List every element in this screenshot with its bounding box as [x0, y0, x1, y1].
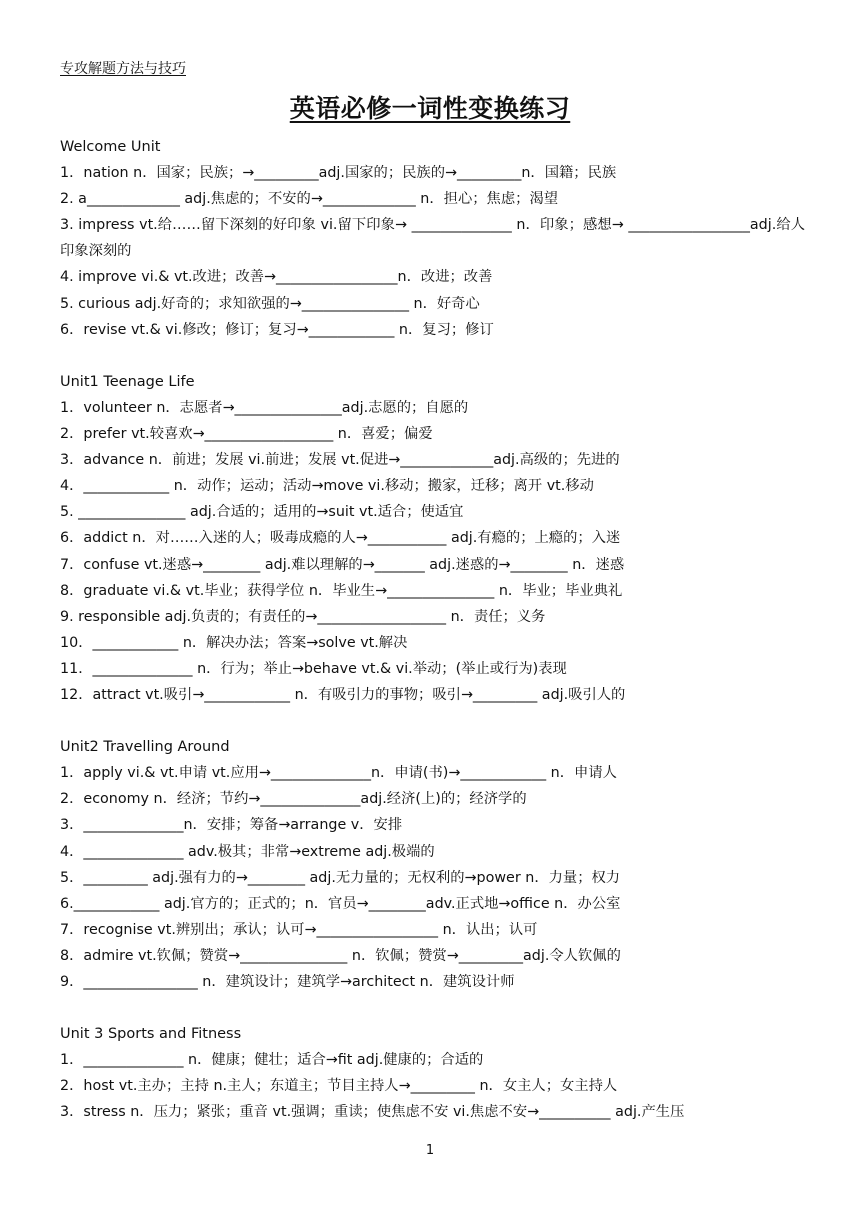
- exercise-item: 11．______________ n．行为；举止→behave vt.& vi.举动；(举止或行为)表现: [60, 660, 567, 677]
- exercise-item: 8．admire vt.钦佩；赞赏→_______________ n．钦佩；赞赏→_________adj.令人钦佩的: [60, 947, 621, 964]
- exercise-item: 9. responsible adj.负责的；有责任的→__________________ n．责任；义务: [60, 608, 546, 625]
- exercise-item: 2．economy n．经济；节约→______________adj.经济(上)的；经济学的: [60, 791, 527, 808]
- exercise-item: 1．______________ n．健康；健壮；适合→fit adj.健康的；合适的: [60, 1052, 484, 1069]
- document-title: 英语必修一词性变换练习: [289, 94, 571, 123]
- exercise-item: 9．________________ n．建筑设计；建筑学→architect n．建筑设计师: [60, 974, 515, 990]
- exercise-item: 1．volunteer n．志愿者→_______________adj.志愿的；自愿的: [60, 399, 469, 416]
- exercise-list: [60, 134, 805, 1126]
- section-heading: Unit1 Teenage Life: [60, 373, 195, 390]
- section-heading: Unit 3 Sports and Fitness: [60, 1026, 242, 1043]
- page-header: 专攻解题方法与技巧: [60, 61, 186, 77]
- section-heading: Welcome Unit: [60, 139, 161, 155]
- exercise-item: 4. improve vi.& vt.改进；改善→_________________n．改进；改善: [60, 269, 493, 286]
- exercise-item: 3．stress n．压力；紧张；重音 vt.强调；重读；使焦虑不安 vi.焦虑不安→__________ adj.产生压: [60, 1104, 685, 1121]
- exercise-item: 4．____________ n．动作；运动；活动→move vi.移动；搬家，迁移；离开 vt.移动: [60, 478, 594, 495]
- section-heading: Unit2 Travelling Around: [60, 739, 230, 756]
- exercise-item: 8．graduate vi.& vt.毕业；获得学位 n．毕业生→_______________ n．毕业；毕业典礼: [60, 582, 623, 599]
- exercise-item: 1．nation n．国家；民族；→_________adj.国家的；民族的→_________n．国籍；民族: [60, 165, 617, 182]
- exercise-item: 1．apply vi.& vt.申请 vt.应用→______________n．申请(书)→____________ n．申请人: [60, 765, 617, 782]
- exercise-item: 7．recognise vt.辨别出；承认；认可→_________________ n．认出；认可: [60, 921, 538, 938]
- exercise-item: 5. _______________ adj.合适的；适用的→suit vt.适合；使适宜: [60, 504, 464, 521]
- exercise-item: 2. a_____________ adj.焦虑的；不安的→_____________ n．担心；焦虑；渴望: [60, 191, 559, 208]
- exercise-item: 2．host vt.主办；主持 n.主人；东道主；节目主持人→_________ n．女主人；女主持人: [60, 1078, 618, 1095]
- exercise-item: 4．______________ adv.极其；非常→extreme adj.极端的: [60, 843, 435, 860]
- exercise-item: 6．addict n．对……入迷的人；吸毒成瘾的人→___________ adj.有瘾的；上瘾的；入迷: [60, 530, 621, 547]
- exercise-item: 5. curious adj.好奇的；求知欲强的→_______________ n．好奇心: [60, 295, 480, 312]
- exercise-item: 10．____________ n．解决办法；答案→solve vt.解决: [60, 634, 408, 651]
- page-number: 1: [425, 1143, 435, 1158]
- exercise-item: 5．_________ adj.强有力的→________ adj.无力量的；无权利的→power n．力量；权力: [60, 869, 621, 886]
- spacer: [60, 708, 805, 734]
- exercise-item: 7．confuse vt.迷惑→________ adj.难以理解的→_______ adj.迷惑的→________ n．迷惑: [60, 556, 625, 573]
- exercise-item: 3. impress vt.给……留下深刻的好印象 vi.留下印象→ ______________ n．印象；感想→ _________________adj.给人印象深刻的: [60, 217, 805, 260]
- spacer: [60, 995, 805, 1021]
- spacer: [60, 343, 805, 369]
- exercise-item: 12．attract vt.吸引→____________ n．有吸引力的事物；吸引→_________ adj.吸引人的: [60, 686, 626, 703]
- exercise-item: 3．______________n．安排；筹备→arrange v．安排: [60, 817, 403, 834]
- exercise-item: 3．advance n．前进；发展 vi.前进；发展 vt.促进→_____________adj.高级的；先进的: [60, 452, 620, 469]
- exercise-item: 6．revise vt.& vi.修改；修订；复习→____________ n．复习；修订: [60, 321, 494, 338]
- exercise-item: 6.____________ adj.官方的；正式的；n．官员→________adv.正式地→office n．办公室: [60, 895, 621, 912]
- exercise-item: 2．prefer vt.较喜欢→__________________ n．喜爱；偏爱: [60, 426, 433, 443]
